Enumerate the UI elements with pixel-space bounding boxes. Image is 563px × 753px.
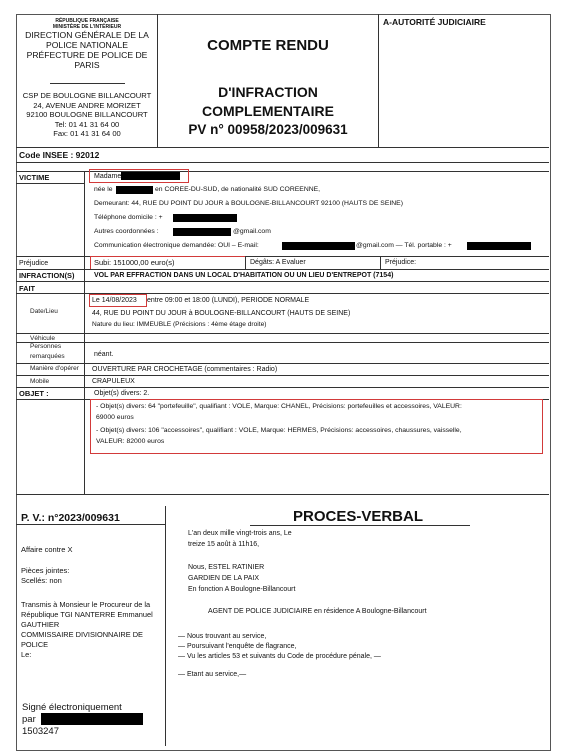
objet-item2-line2: VALEUR: 82000 euros — [96, 438, 165, 445]
victime-telephone: Téléphone domicile : + — [94, 214, 163, 221]
victime-nee-le: née le — [94, 186, 113, 193]
ministry-name-2: MINISTÈRE DE L'INTÉRIEUR — [52, 24, 122, 30]
header-underline — [50, 83, 125, 84]
direction-line-4: PARIS — [74, 60, 100, 70]
vehicule-label: Véhicule — [30, 335, 55, 342]
highlight-date — [89, 294, 147, 307]
highlight-name — [89, 169, 189, 183]
proces-verbal-underline — [250, 525, 470, 526]
signature-line-3: 1503247 — [22, 726, 59, 737]
signature-line-1: Signé électroniquement — [22, 702, 122, 713]
prejudice-subi: Subi: 151000,00 euro(s) — [94, 258, 175, 267]
infraction-top-line — [16, 269, 549, 270]
objet-item2-line1: - Objet(s) divers: 106 "accessoires", qualifiant : VOLE, Marque: HERMES, Précisions: accessoires, chaussures, vaisselle, — [96, 427, 462, 434]
personnes-top-line — [16, 342, 549, 343]
redacted-telephone — [173, 214, 237, 222]
transmis-line-5: POLICE — [21, 640, 49, 649]
victime-autres-suffix: @gmail.com — [233, 228, 271, 235]
infraction-bottom-line — [16, 281, 549, 282]
highlight-objets — [90, 399, 543, 454]
prejudice-divider-2 — [380, 256, 381, 269]
transmis-line-2: République TGI NANTERRE Emmanuel — [21, 610, 153, 619]
insee-bottom-line — [16, 162, 549, 163]
title-complementaire: COMPLEMENTAIRE — [202, 103, 334, 119]
signature-line-2: par — [22, 714, 36, 725]
fait-nature: Nature du lieu: IMMEUBLE (Précisions : 4ème étage droite) — [92, 321, 267, 328]
victime-communication: Communication électronique demandée: OUI – E-mail: — [94, 242, 259, 249]
header-bottom-line — [16, 147, 549, 148]
redacted-mobile — [467, 242, 531, 250]
code-insee: Code INSEE : 92012 — [19, 150, 100, 160]
personnes-value: néant. — [94, 351, 114, 358]
header-service-block — [17, 91, 157, 139]
direction-line-2: POLICE NATIONALE — [46, 40, 128, 50]
pv-nous: Nous, ESTEL RATINIER — [188, 564, 265, 571]
pv-agent: AGENT DE POLICE JUDICIAIRE en résidence A Boulogne-Billancourt — [208, 608, 427, 615]
pv-pieces: Pièces jointes: — [21, 566, 70, 575]
fait-date: Le 14/08/2023 — [92, 297, 137, 304]
fait-date-label: Date/Lieu — [30, 308, 58, 315]
redacted-birthdate — [116, 186, 153, 194]
victime-label-underline — [16, 183, 84, 184]
mobile-value: CRAPULEUX — [92, 378, 135, 385]
redacted-signatory — [41, 713, 143, 725]
pv-bullet-3: — Vu les articles 53 et suivants du Code de procédure pénale, — — [178, 653, 381, 660]
pv-scelles: Scellés: non — [21, 576, 62, 585]
pv-date-line-1: L'an deux mille vingt-trois ans, Le — [188, 530, 292, 537]
prejudice-degats: Dégâts: A Evaluer — [250, 259, 306, 266]
title-compte-rendu: COMPTE RENDU — [207, 37, 329, 54]
redacted-autres — [173, 228, 231, 236]
pv-bullet-1: — Nous trouvant au service, — [178, 633, 267, 640]
pv-date-line-2: treize 15 août à 11h16, — [188, 541, 260, 548]
direction-line-3: PRÉFECTURE DE POLICE DE — [26, 50, 148, 60]
transmis-line-4: COMMISSAIRE DIVISIONNAIRE DE — [21, 630, 143, 639]
ministry-name: RÉPUBLIQUE FRANÇAISE — [55, 18, 119, 24]
objet-item1-line2: 69000 euros — [96, 414, 134, 421]
prejudice-divider-1 — [245, 256, 246, 269]
redacted-email — [282, 242, 355, 250]
fait-label: FAIT — [19, 284, 36, 293]
maniere-top-line — [16, 363, 549, 364]
victime-demeurant: Demeurant: 44, RUE DU POINT DU JOUR à BOULOGNE-BILLANCOURT 92100 (HAUTS DE SEINE) — [94, 200, 403, 207]
infraction-label: INFRACTION(S) — [19, 271, 75, 280]
infraction-text: VOL PAR EFFRACTION DANS UN LOCAL D'HABITATION OU UN LIEU D'ENTREPOT (7154) — [94, 272, 394, 279]
header-ministry-block — [17, 18, 157, 70]
pv-fonction: En fonction A Boulogne-Billancourt — [188, 586, 296, 593]
pv-bullet-2: — Poursuivant l'enquête de flagrance, — [178, 643, 297, 650]
fait-date-rest: entre 09:00 et 18:00 (LUNDI), PERIODE NORMALE — [147, 297, 310, 304]
pv-etant: — Etant au service,— — [178, 671, 247, 678]
title-infraction: D'INFRACTION — [218, 84, 318, 100]
transmis-line-6: Le: — [21, 650, 32, 659]
maniere-value: OUVERTURE PAR CROCHETAGE (commentaires : Radio) — [92, 366, 278, 373]
pv-gardien: GARDIEN DE LA PAIX — [188, 575, 260, 582]
proces-verbal-title: PROCES-VERBAL — [293, 508, 424, 525]
pv-number-underline — [16, 524, 166, 525]
section-bottom-line — [16, 494, 549, 495]
vehicule-top-line — [16, 333, 549, 334]
victime-madame: Madame — [94, 173, 122, 180]
objet-summary: Objet(s) divers: 2. — [94, 390, 150, 397]
title-pv-number: PV n° 00958/2023/009631 — [188, 122, 348, 137]
personnes-label-2: remarquées — [30, 353, 65, 360]
objet-label: OBJET : — [19, 389, 49, 398]
victime-birthplace: en COREE-DU-SUD, de nationalité SUD COREENNE, — [155, 186, 321, 193]
service-line-4: Tel: 01 41 31 64 00 — [54, 119, 120, 129]
objet-label-underline — [16, 399, 84, 400]
service-line-2: 24, AVENUE ANDRE MORIZET — [33, 100, 141, 110]
prejudice-second: Préjudice: — [385, 259, 417, 266]
transmis-line-3: GAUTHIER — [21, 620, 60, 629]
objet-top-line — [16, 387, 549, 388]
pv-number: P. V.: n°2023/009631 — [21, 512, 120, 524]
direction-line-1: DIRECTION GÉNÉRALE DE LA — [25, 30, 149, 40]
personnes-label-1: Personnes — [30, 343, 62, 350]
maniere-label: Manière d'opérer — [30, 365, 79, 372]
victime-autres: Autres coordonnées : — [94, 228, 159, 235]
service-line-5: Fax: 01 41 31 64 00 — [53, 129, 121, 138]
pv-transmis-block — [21, 600, 166, 660]
service-line-3: 92100 BOULOGNE BILLANCOURT — [26, 110, 148, 119]
header-divider-right — [378, 14, 379, 147]
objet-item1-line1: - Objet(s) divers: 64 "portefeuille", qualifiant : VOLE, Marque: CHANEL, Précisions: portefeuilles et accessoires, VALEUR: — [96, 403, 462, 410]
victime-label: VICTIME — [19, 173, 50, 182]
pv-affaire: Affaire contre X — [21, 545, 73, 554]
prejudice-label: Préjudice — [19, 260, 49, 267]
transmis-line-1: Transmis à Monsieur le Procureur de la — [21, 600, 151, 609]
authority-label: A-AUTORITÉ JUDICIAIRE — [383, 17, 486, 27]
fait-address: 44, RUE DU POINT DU JOUR à BOULOGNE-BILLANCOURT (HAUTS DE SEINE) — [92, 310, 351, 317]
service-line-1: CSP DE BOULOGNE BILLANCOURT — [22, 91, 152, 100]
highlight-subi — [90, 256, 246, 270]
mobile-top-line — [16, 375, 549, 376]
victime-comm-suffix: @gmail.com — Tél. portable : + — [356, 242, 452, 249]
mobile-label: Mobile — [30, 378, 50, 385]
